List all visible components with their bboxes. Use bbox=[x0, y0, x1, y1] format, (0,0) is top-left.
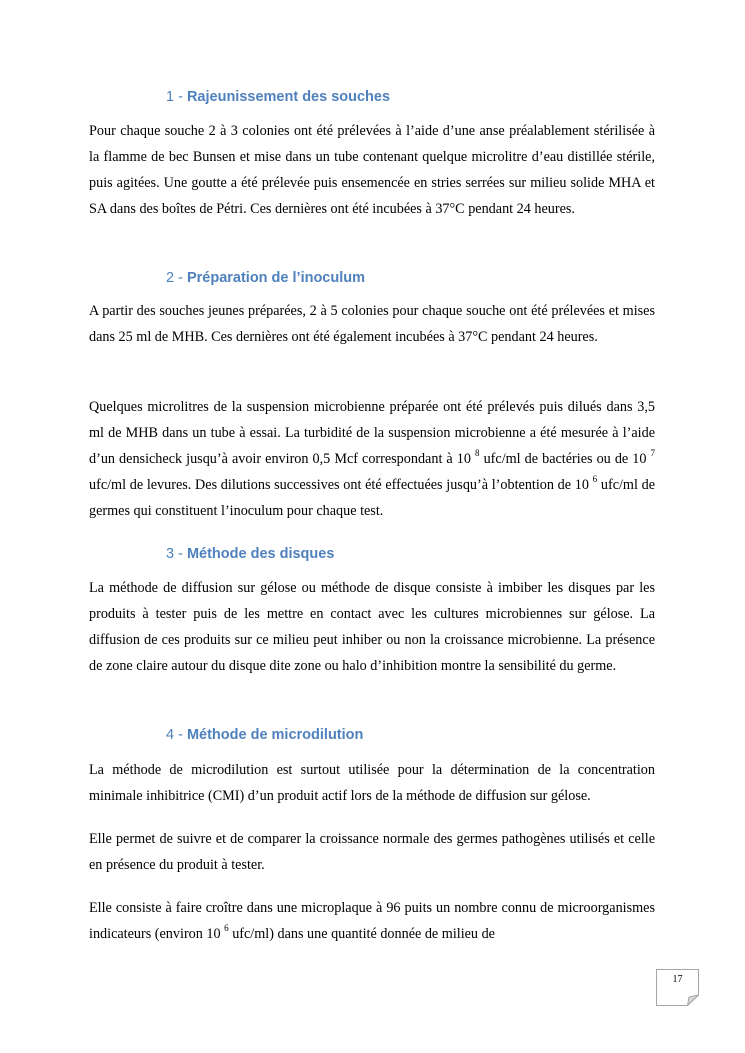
section-2-text-c: ufc/ml de levures. Des dilutions successives ont été effectuées jusqu’à l’obtention de 10 bbox=[89, 477, 593, 493]
section-2-title: Préparation de l’inoculum bbox=[186, 270, 366, 286]
section-3-number: 3 - bbox=[166, 546, 187, 562]
section-2-number: 2 - bbox=[166, 270, 187, 286]
section-2-paragraph-2 bbox=[89, 394, 655, 524]
section-4-text-b: ufc/ml) dans une quantité donnée de milieu de bbox=[228, 926, 495, 942]
section-4-heading bbox=[166, 725, 363, 745]
section-4-paragraph-3 bbox=[89, 895, 655, 947]
section-4-paragraph-2: Elle permet de suivre et de comparer la croissance normale des germes pathogènes utilisés et celle en présence du produit à tester. bbox=[89, 831, 655, 873]
section-4-title: Méthode de microdilution bbox=[186, 727, 364, 743]
section-3-title: Méthode des disques bbox=[186, 546, 335, 562]
section-4-paragraph-1: La méthode de microdilution est surtout utilisée pour la détermination de la concentration minimale inhibitrice (CMI) d’un produit actif lors de la méthode de diffusion sur gélose. bbox=[89, 762, 655, 804]
section-2-exponent-3: 6 bbox=[592, 474, 598, 484]
section-3-heading bbox=[166, 544, 334, 564]
section-1-heading bbox=[166, 87, 390, 107]
section-2-exponent-1: 8 bbox=[475, 448, 480, 458]
section-2-text-d: ufc/ml de germes qui constituent l’inoculum pour chaque test. bbox=[89, 477, 655, 519]
section-1-paragraph: Pour chaque souche 2 à 3 colonies ont été prélevées à l’aide d’une anse préalablement stérilisée à la flamme de bec Bunsen et mise dans un tube contenant quelque microlitre d’eau distillée stérile, puis agitées. Une goutte a été prélevée puis ensemencée en stries serrées sur milieu solide MHA et SA dans des boîtes de Pétri. Ces dernières ont été incubées à 37°C pendant 24 heures. bbox=[89, 123, 655, 217]
page-number-box bbox=[656, 969, 699, 1006]
section-1-number: 1 - bbox=[166, 89, 187, 105]
section-2-exponent-2: 7 bbox=[650, 448, 655, 458]
section-4-text-a: Elle consiste à faire croître dans une microplaque à 96 puits un nombre connu de microorganismes indicateurs (environ 10 bbox=[89, 900, 655, 942]
page-number: 17 bbox=[672, 974, 683, 985]
section-1-title: Rajeunissement des souches bbox=[186, 89, 391, 105]
section-3-paragraph: La méthode de diffusion sur gélose ou méthode de disque consiste à imbiber les disques par les produits à tester puis de les mettre en contact avec les cultures microbiennes sur gélose. La diffusion de ces produits sur ce milieu peut inhiber ou non la croissance microbienne. La présence de zone claire autour du disque dite zone ou halo d’inhibition montre la sensibilité du germe. bbox=[89, 580, 655, 674]
section-2-heading bbox=[166, 268, 365, 288]
section-2-text-a: Quelques microlitres de la suspension microbienne préparée ont été prélevés puis dilués dans 3,5 ml de MHB dans un tube à essai. La turbidité de la suspension microbienne a été mesurée à l’aide d’un densicheck jusqu’à avoir environ 0,5 Mcf correspondant à 10 bbox=[89, 399, 655, 467]
section-4-exponent-1: 6 bbox=[224, 923, 229, 933]
section-2-paragraph-1: A partir des souches jeunes préparées, 2 à 5 colonies pour chaque souche ont été prélevées et mises dans 25 ml de MHB. Ces dernières ont été également incubées à 37°C pendant 24 heures. bbox=[89, 303, 655, 345]
section-2-text-b: ufc/ml de bactéries ou de 10 bbox=[479, 451, 651, 467]
section-4-number: 4 - bbox=[166, 727, 187, 743]
